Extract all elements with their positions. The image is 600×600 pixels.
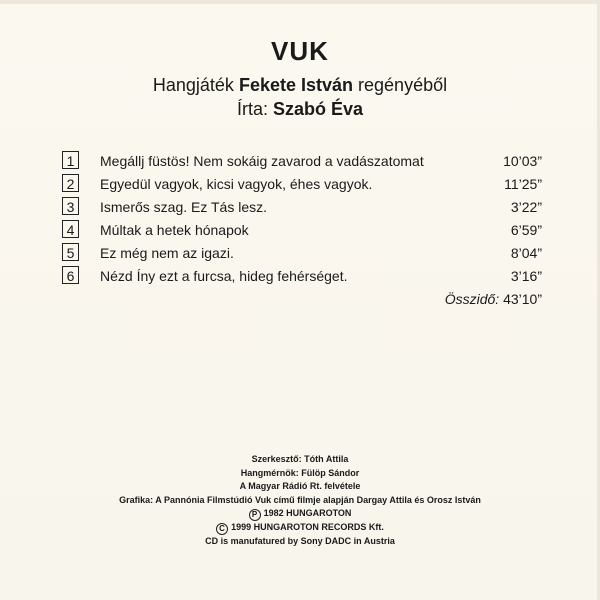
track-number: 1 [62,151,79,169]
track-row [62,266,542,289]
written-by [0,98,600,120]
track-title: Múltak a hetek hónapok [100,222,249,238]
page-edge-top [0,0,600,4]
track-duration: 10’03” [503,153,542,169]
track-row [62,220,542,243]
track-title: Megállj füstös! Nem sokáig zavarod a vadászatomat [100,153,424,169]
track-duration: 8’04” [510,245,542,261]
credit-graphics: Grafika: A Pannónia Filmstúdió Vuk című filmje alapján Dargay Attila és Orosz István [119,494,481,505]
phonogram-text: 1982 HUNGAROTON [263,508,352,518]
album-subtitle [0,74,600,96]
track-number: 2 [62,174,79,192]
track-row [62,243,542,266]
track-title: Nézd Íny ezt a furcsa, hideg fehérséget. [100,268,348,284]
track-duration: 3’22” [510,199,542,215]
track-number: 6 [62,266,79,284]
album-title: VUK [271,36,329,66]
written-by-label: Írta: [236,99,268,119]
track-title: Ismerős szag. Ez Tás lesz. [100,199,268,215]
track-duration: 6’59” [510,222,542,238]
credit-copyright [0,521,600,535]
track-duration: 11’25” [504,176,542,192]
track-row [62,151,542,174]
track-number: 3 [62,197,79,215]
subtitle-suffix: regényéből [358,75,448,95]
written-by-name: Szabó Éva [272,99,364,119]
credit-sound-engineer: Hangmérnök: Fülöp Sándor [240,467,360,478]
subtitle-prefix: Hangjáték [152,75,234,95]
track-list [62,151,542,289]
credits-block [0,453,600,549]
track-duration: 3’16” [510,268,542,284]
track-number: 4 [62,220,79,238]
total-duration [445,289,542,309]
copyright-text: 1999 HUNGAROTON RECORDS Kft. [231,522,384,532]
track-number: 5 [62,243,79,261]
track-row [62,197,542,220]
credit-phonogram [0,507,600,521]
track-row [62,174,542,197]
phonogram-icon: P [249,509,261,521]
credit-editor: Szerkesztő: Tóth Attila [251,454,349,464]
track-title: Ez még nem az igazi. [100,245,234,261]
track-title: Egyedül vagyok, kicsi vagyok, éhes vagyok. [100,176,373,192]
subtitle-author: Fekete István [238,75,354,95]
copyright-icon: C [216,523,228,535]
total-duration-value: 43’10” [503,291,542,307]
total-duration-label: Összidő: [444,291,500,307]
credit-recording: A Magyar Rádió Rt. felvétele [239,481,361,491]
credit-manufactured: CD is manufatured by Sony DADC in Austria [205,536,395,546]
